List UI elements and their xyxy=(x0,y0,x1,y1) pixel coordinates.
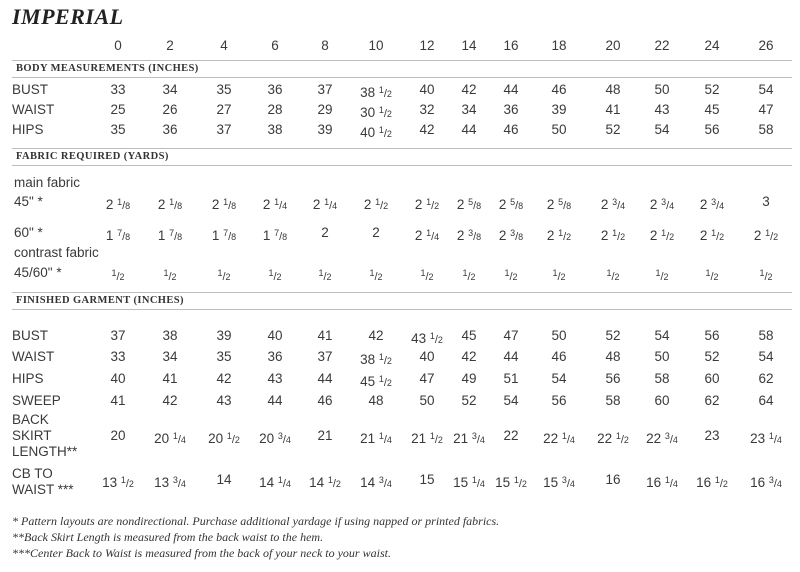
cb-waist-label-line: WAIST *** xyxy=(12,482,74,497)
finished-value-cell: 41 xyxy=(317,328,333,343)
size-header-cell: 12 xyxy=(419,38,435,53)
back-skirt-value-cell: 23 $^1$/4 xyxy=(750,431,782,446)
body-value-cell: 48 xyxy=(605,82,621,97)
finished-value-cell: 60 xyxy=(704,371,720,386)
row-label: BUST xyxy=(12,328,49,343)
finished-value-cell: 51 xyxy=(503,371,519,386)
cb-waist-value-cell: 15 $^1$/2 xyxy=(495,475,527,490)
cb-waist-value-cell: 14 $^1$/4 xyxy=(259,475,291,490)
fabric-45-value-cell: 2 $^3$/4 xyxy=(699,197,725,212)
finished-value-cell: 45 xyxy=(461,328,477,343)
contrast-value-cell: $^1$/2 xyxy=(655,268,669,283)
body-value-cell: 25 xyxy=(110,102,126,117)
contrast-fabric-row xyxy=(12,264,792,282)
fabric-60-value-cell: 2 xyxy=(321,225,329,240)
finished-value-cell: 47 xyxy=(503,328,519,343)
finished-value-cell: 43 xyxy=(216,393,232,408)
back-skirt-value-cell: 22 $^3$/4 xyxy=(646,431,678,446)
body-value-cell: 56 xyxy=(704,122,720,137)
body-value-cell: 30 $^1$/2 xyxy=(360,105,392,120)
body-value-cell: 41 xyxy=(605,102,621,117)
fabric-60-value-cell: 1 $^7$/8 xyxy=(211,228,237,243)
fabric-45-row xyxy=(12,193,792,211)
body-value-cell: 52 xyxy=(704,82,720,97)
fabric-45-value-cell: 2 $^5$/8 xyxy=(498,197,524,212)
finished-value-cell: 56 xyxy=(605,371,621,386)
finished-value-cell: 40 xyxy=(419,349,435,364)
size-header-cell: 10 xyxy=(368,38,384,53)
body-value-cell: 33 xyxy=(110,82,126,97)
finished-value-cell: 40 xyxy=(267,328,283,343)
body-value-cell: 37 xyxy=(317,82,333,97)
back-skirt-value-cell: 21 $^1$/4 xyxy=(360,431,392,446)
fabric-45-value-cell: 2 $^1$/8 xyxy=(157,197,183,212)
finished-value-cell: 34 xyxy=(162,349,178,364)
contrast-fabric-text: contrast fabric xyxy=(14,245,99,260)
body-value-cell: 37 xyxy=(216,122,232,137)
size-header-row xyxy=(12,37,792,55)
size-header-cell: 4 xyxy=(220,38,228,53)
cb-waist-value-cell: 15 $^3$/4 xyxy=(543,475,575,490)
cb-to-waist-row xyxy=(12,466,792,497)
body-value-cell: 36 xyxy=(503,102,519,117)
size-header-cell: 8 xyxy=(321,38,329,53)
cb-waist-value-cell: 16 $^3$/4 xyxy=(750,475,782,490)
body-value-cell: 50 xyxy=(551,122,567,137)
contrast-value-cell: $^1$/2 xyxy=(369,268,383,283)
back-skirt-length-row xyxy=(12,412,792,459)
body-value-cell: 46 xyxy=(503,122,519,137)
row-label: BUST xyxy=(12,82,49,97)
cb-waist-value-cell: 16 $^1$/2 xyxy=(696,475,728,490)
finished-value-cell: 41 xyxy=(162,371,178,386)
contrast-value-cell: $^1$/2 xyxy=(217,268,231,283)
finished-value-cell: 41 xyxy=(110,393,126,408)
fabric-60-value-cell: 2 $^1$/2 xyxy=(546,228,572,243)
finished-value-cell: 62 xyxy=(758,371,774,386)
contrast-value-cell: $^1$/2 xyxy=(268,268,282,283)
main-fabric-label xyxy=(12,174,792,192)
body-value-cell: 54 xyxy=(758,82,774,97)
finished-value-cell: 47 xyxy=(419,371,435,386)
body-value-cell: 34 xyxy=(162,82,178,97)
body-value-cell: 29 xyxy=(317,102,333,117)
row-label: SWEEP xyxy=(12,393,61,408)
finished-value-cell: 42 xyxy=(162,393,178,408)
finished-value-cell: 54 xyxy=(503,393,519,408)
fabric-60-value-cell: 1 $^7$/8 xyxy=(262,228,288,243)
finished-value-cell: 38 $^1$/2 xyxy=(360,352,392,367)
body-value-cell: 35 xyxy=(216,82,232,97)
fabric-60-value-cell: 2 $^1$/2 xyxy=(699,228,725,243)
size-header-cell: 18 xyxy=(551,38,567,53)
cb-waist-label-line: CB TO xyxy=(12,466,53,481)
fabric-45-value-cell: 2 $^1$/2 xyxy=(414,197,440,212)
back-skirt-value-cell: 23 xyxy=(704,428,720,443)
row-label: WAIST xyxy=(12,102,55,117)
fabric-60-row xyxy=(12,224,792,242)
fabric-60-value-cell: 2 $^1$/2 xyxy=(600,228,626,243)
cb-waist-value-cell: 14 xyxy=(216,472,232,487)
cb-waist-value-cell: 13 $^3$/4 xyxy=(154,475,186,490)
finished-value-cell: 48 xyxy=(605,349,621,364)
cb-waist-value-cell: 14 $^3$/4 xyxy=(360,475,392,490)
back-skirt-label xyxy=(12,412,77,460)
size-header-cell: 6 xyxy=(271,38,279,53)
fabric-45-value-cell: 2 $^3$/4 xyxy=(600,197,626,212)
finished-value-cell: 56 xyxy=(551,393,567,408)
body-value-cell: 38 $^1$/2 xyxy=(360,85,392,100)
row-label: HIPS xyxy=(12,122,44,137)
body-value-cell: 58 xyxy=(758,122,774,137)
finished-row-hips xyxy=(12,370,792,388)
cb-waist-value-cell: 16 xyxy=(605,472,621,487)
page-title: IMPERIAL xyxy=(12,4,124,29)
finished-value-cell: 52 xyxy=(704,349,720,364)
fabric-60-value-cell: 1 $^7$/8 xyxy=(157,228,183,243)
back-skirt-label-line: BACK xyxy=(12,412,49,427)
section-fabric-required: FABRIC REQUIRED (YARDS) xyxy=(12,148,792,166)
body-value-cell: 39 xyxy=(317,122,333,137)
body-value-cell: 28 xyxy=(267,102,283,117)
size-header-cell: 2 xyxy=(166,38,174,53)
body-value-cell: 45 xyxy=(704,102,720,117)
finished-value-cell: 44 xyxy=(267,393,283,408)
contrast-value-cell: $^1$/2 xyxy=(504,268,518,283)
finished-value-cell: 44 xyxy=(317,371,333,386)
finished-value-cell: 33 xyxy=(110,349,126,364)
size-header-cell: 0 xyxy=(114,38,122,53)
body-value-cell: 39 xyxy=(551,102,567,117)
fabric-60-value-cell: 2 xyxy=(372,225,380,240)
contrast-value-cell: $^1$/2 xyxy=(606,268,620,283)
finished-row-sweep xyxy=(12,392,792,410)
footnote-3: ***Center Back to Waist is measured from the back of your neck to your waist. xyxy=(12,546,391,560)
finished-value-cell: 58 xyxy=(758,328,774,343)
body-row-hips xyxy=(12,121,792,139)
section-body-measurements: BODY MEASUREMENTS (INCHES) xyxy=(12,60,792,78)
finished-value-cell: 46 xyxy=(551,349,567,364)
body-value-cell: 54 xyxy=(654,122,670,137)
finished-value-cell: 38 xyxy=(162,328,178,343)
contrast-value-cell: $^1$/2 xyxy=(111,268,125,283)
back-skirt-value-cell: 22 xyxy=(503,428,519,443)
finished-value-cell: 62 xyxy=(704,393,720,408)
finished-value-cell: 43 $^1$/2 xyxy=(411,331,443,346)
body-value-cell: 44 xyxy=(503,82,519,97)
cb-waist-value-cell: 14 $^1$/2 xyxy=(309,475,341,490)
finished-value-cell: 37 xyxy=(110,328,126,343)
footnote-1: * Pattern layouts are nondirectional. Purchase additional yardage if using napped or printed fabrics. xyxy=(12,514,500,528)
contrast-value-cell: $^1$/2 xyxy=(705,268,719,283)
cb-waist-value-cell: 15 $^1$/4 xyxy=(453,475,485,490)
back-skirt-value-cell: 22 $^1$/4 xyxy=(543,431,575,446)
fabric-45-value-cell: 2 $^5$/8 xyxy=(546,197,572,212)
body-value-cell: 42 xyxy=(419,122,435,137)
finished-value-cell: 64 xyxy=(758,393,774,408)
back-skirt-value-cell: 21 $^3$/4 xyxy=(453,431,485,446)
finished-value-cell: 54 xyxy=(654,328,670,343)
finished-value-cell: 42 xyxy=(461,349,477,364)
fabric-60-value-cell: 2 $^3$/8 xyxy=(498,228,524,243)
fabric-60-value-cell: 1 $^7$/8 xyxy=(105,228,131,243)
body-value-cell: 36 xyxy=(267,82,283,97)
body-value-cell: 32 xyxy=(419,102,435,117)
row-label: WAIST xyxy=(12,349,55,364)
contrast-value-cell: $^1$/2 xyxy=(318,268,332,283)
body-value-cell: 44 xyxy=(461,122,477,137)
back-skirt-label-line: SKIRT xyxy=(12,428,52,443)
size-header-cell: 20 xyxy=(605,38,621,53)
body-value-cell: 26 xyxy=(162,102,178,117)
finished-value-cell: 56 xyxy=(704,328,720,343)
body-value-cell: 50 xyxy=(654,82,670,97)
fabric-60-value-cell: 2 $^1$/2 xyxy=(753,228,779,243)
body-row-waist xyxy=(12,101,792,119)
fabric-45-value-cell: 3 xyxy=(762,194,770,209)
fabric-45-value-cell: 2 $^3$/4 xyxy=(649,197,675,212)
fabric-45-value-cell: 2 $^1$/4 xyxy=(312,197,338,212)
contrast-value-cell: $^1$/2 xyxy=(759,268,773,283)
body-value-cell: 38 xyxy=(267,122,283,137)
cb-waist-label xyxy=(12,466,74,498)
finished-value-cell: 60 xyxy=(654,393,670,408)
finished-value-cell: 52 xyxy=(461,393,477,408)
finished-value-cell: 40 xyxy=(110,371,126,386)
finished-value-cell: 44 xyxy=(503,349,519,364)
contrast-fabric-label xyxy=(12,244,792,262)
body-value-cell: 47 xyxy=(758,102,774,117)
cb-waist-value-cell: 15 xyxy=(419,472,435,487)
finished-value-cell: 42 xyxy=(368,328,384,343)
back-skirt-value-cell: 21 xyxy=(317,428,333,443)
finished-value-cell: 39 xyxy=(216,328,232,343)
fabric-45-value-cell: 2 $^1$/8 xyxy=(105,197,131,212)
size-header-cell: 24 xyxy=(704,38,720,53)
body-value-cell: 42 xyxy=(461,82,477,97)
body-value-cell: 34 xyxy=(461,102,477,117)
finished-value-cell: 49 xyxy=(461,371,477,386)
back-skirt-value-cell: 21 $^1$/2 xyxy=(411,431,443,446)
finished-value-cell: 50 xyxy=(419,393,435,408)
footnote-2: **Back Skirt Length is measured from the back waist to the hem. xyxy=(12,530,324,544)
finished-value-cell: 45 $^1$/2 xyxy=(360,374,392,389)
body-value-cell: 27 xyxy=(216,102,232,117)
finished-value-cell: 54 xyxy=(551,371,567,386)
size-header-cell: 26 xyxy=(758,38,774,53)
finished-value-cell: 54 xyxy=(758,349,774,364)
contrast-row-label: 45/60" * xyxy=(14,265,62,280)
size-header-cell: 16 xyxy=(503,38,519,53)
body-value-cell: 43 xyxy=(654,102,670,117)
back-skirt-value-cell: 20 xyxy=(110,428,126,443)
row-label: HIPS xyxy=(12,371,44,386)
fabric-60-value-cell: 2 $^3$/8 xyxy=(456,228,482,243)
finished-value-cell: 58 xyxy=(605,393,621,408)
contrast-value-cell: $^1$/2 xyxy=(420,268,434,283)
finished-row-bust xyxy=(12,327,792,345)
finished-value-cell: 36 xyxy=(267,349,283,364)
fabric-60-label: 60" * xyxy=(14,225,43,240)
section-finished-garment: FINISHED GARMENT (INCHES) xyxy=(12,292,792,310)
back-skirt-value-cell: 20 $^3$/4 xyxy=(259,431,291,446)
contrast-value-cell: $^1$/2 xyxy=(462,268,476,283)
finished-value-cell: 50 xyxy=(551,328,567,343)
cb-waist-value-cell: 16 $^1$/4 xyxy=(646,475,678,490)
body-value-cell: 46 xyxy=(551,82,567,97)
finished-value-cell: 50 xyxy=(654,349,670,364)
finished-value-cell: 43 xyxy=(267,371,283,386)
back-skirt-value-cell: 22 $^1$/2 xyxy=(597,431,629,446)
finished-value-cell: 37 xyxy=(317,349,333,364)
body-value-cell: 40 $^1$/2 xyxy=(360,125,392,140)
body-value-cell: 40 xyxy=(419,82,435,97)
back-skirt-value-cell: 20 $^1$/4 xyxy=(154,431,186,446)
fabric-60-value-cell: 2 $^1$/4 xyxy=(414,228,440,243)
fabric-45-value-cell: 2 $^5$/8 xyxy=(456,197,482,212)
finished-value-cell: 42 xyxy=(216,371,232,386)
size-header-cell: 22 xyxy=(654,38,670,53)
contrast-value-cell: $^1$/2 xyxy=(163,268,177,283)
fabric-45-value-cell: 2 $^1$/8 xyxy=(211,197,237,212)
body-row-bust xyxy=(12,81,792,99)
finished-value-cell: 58 xyxy=(654,371,670,386)
size-header-cell: 14 xyxy=(461,38,477,53)
body-value-cell: 52 xyxy=(605,122,621,137)
back-skirt-value-cell: 20 $^1$/2 xyxy=(208,431,240,446)
contrast-value-cell: $^1$/2 xyxy=(552,268,566,283)
fabric-45-value-cell: 2 $^1$/2 xyxy=(363,197,389,212)
body-value-cell: 36 xyxy=(162,122,178,137)
fabric-60-value-cell: 2 $^1$/2 xyxy=(649,228,675,243)
finished-row-waist xyxy=(12,348,792,366)
finished-value-cell: 46 xyxy=(317,393,333,408)
finished-value-cell: 52 xyxy=(605,328,621,343)
finished-value-cell: 48 xyxy=(368,393,384,408)
fabric-45-value-cell: 2 $^1$/4 xyxy=(262,197,288,212)
back-skirt-label-line: LENGTH** xyxy=(12,444,78,459)
cb-waist-value-cell: 13 $^1$/2 xyxy=(102,475,134,490)
fabric-45-label: 45" * xyxy=(14,194,43,209)
finished-value-cell: 35 xyxy=(216,349,232,364)
body-value-cell: 35 xyxy=(110,122,126,137)
main-fabric-text: main fabric xyxy=(14,175,81,190)
